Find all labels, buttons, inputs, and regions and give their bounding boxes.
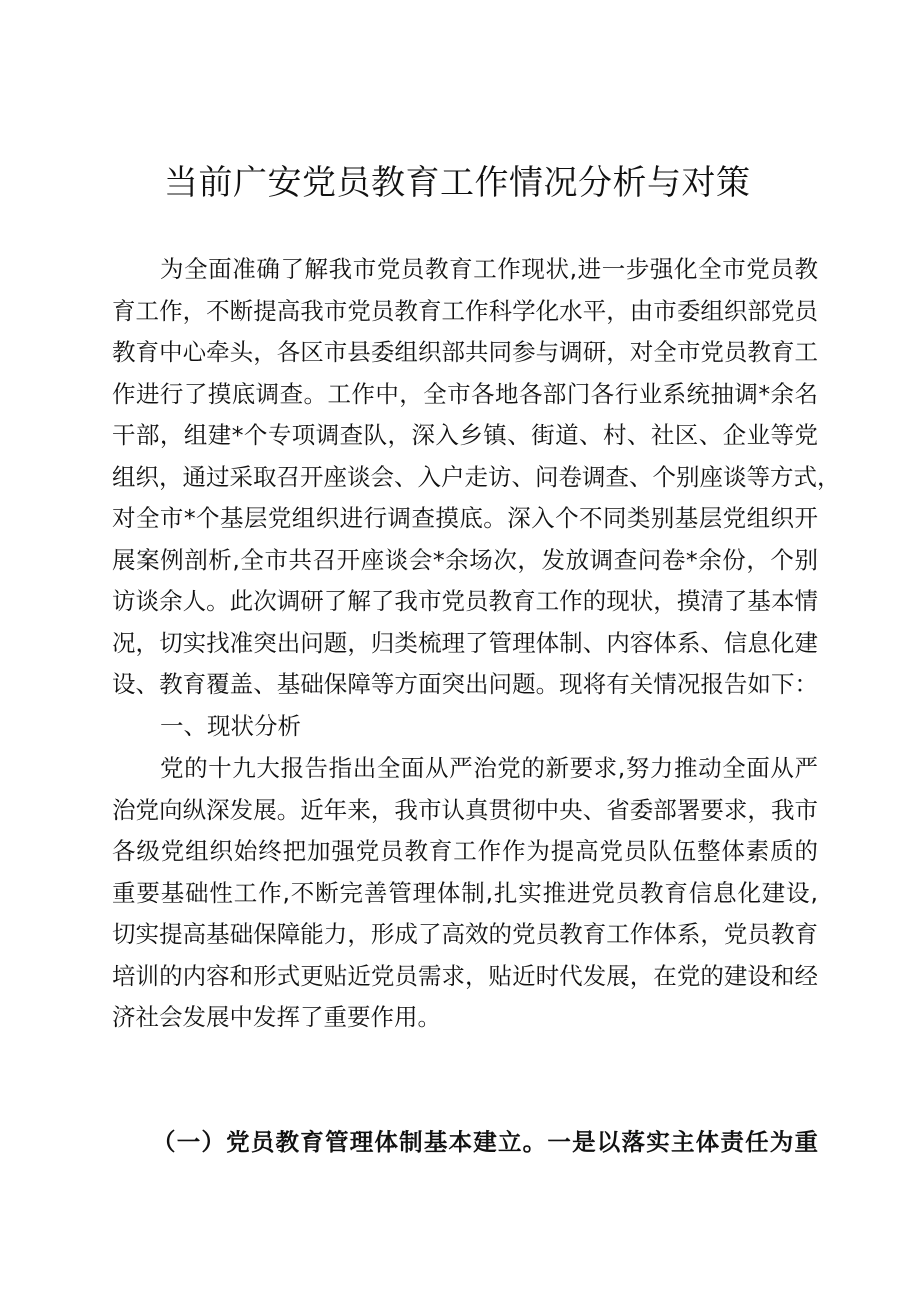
text-line: 切实提高基础保障能力，形成了高效的党员教育工作体系，党员教育 [112,920,818,948]
text-line: 培训的内容和形式更贴近党员需求，贴近时代发展，在党的建设和经 [112,961,818,990]
paragraph-intro [112,249,841,706]
text-line: 况，切实找准突出问题，归类梳理了管理体制、内容体系、信息化建 [112,628,818,657]
subsection-heading: （一）党员教育管理体制基本建立。一是以落实主体责任为重 [152,1128,818,1156]
text-line: 组织，通过采取召开座谈会、入户走访、问卷调查、个别座谈等方式， [112,462,841,491]
text-line: 为全面准确了解我市党员教育工作现状,进一步强化全市党员教 [160,255,818,283]
paragraph-status-analysis [112,748,818,1039]
section-heading-status-analysis [112,706,818,748]
text-line: 各级党组织始终把加强党员教育工作作为提高党员队伍整体素质的 [112,837,818,865]
text-line: 对全市*个基层党组织进行调查摸底。深入个不同类别基层党组织开 [112,504,818,532]
text-line: 展案例剖析,全市共召开座谈会*余场次，发放调查问卷*余份，个别 [112,545,818,574]
section-heading: 一、现状分析 [160,712,301,740]
text-line: 济社会发展中发挥了重要作用。 [112,1003,441,1031]
subsection-heading-management [112,1122,818,1164]
document-title: 当前广安党员教育工作情况分析与对策 [164,163,751,203]
text-line: 访谈余人。此次调研了解了我市党员教育工作的现状，摸清了基本情 [112,587,818,615]
text-line: 教育中心牵头，各区市县委组织部共同参与调研，对全市党员教育工 [112,338,818,366]
text-line: 重要基础性工作,不断完善管理体制,扎实推进党员教育信息化建设, [112,878,818,907]
text-line: 党的十九大报告指出全面从严治党的新要求,努力推动全面从严 [160,754,818,782]
text-line: 治党向纵深发展。近年来，我市认真贯彻中央、省委部署要求，我市 [112,795,818,824]
text-line: 干部，组建*个专项调查队，深入乡镇、街道、村、社区、企业等党 [112,421,818,449]
text-line: 育工作，不断提高我市党员教育工作科学化水平，由市委组织部党员 [112,296,818,325]
text-line: 设、教育覆盖、基础保障等方面突出问题。现将有关情况报告如下： [112,670,818,698]
text-line: 作进行了摸底调查。工作中，全市各地各部门各行业系统抽调*余名 [112,379,818,408]
